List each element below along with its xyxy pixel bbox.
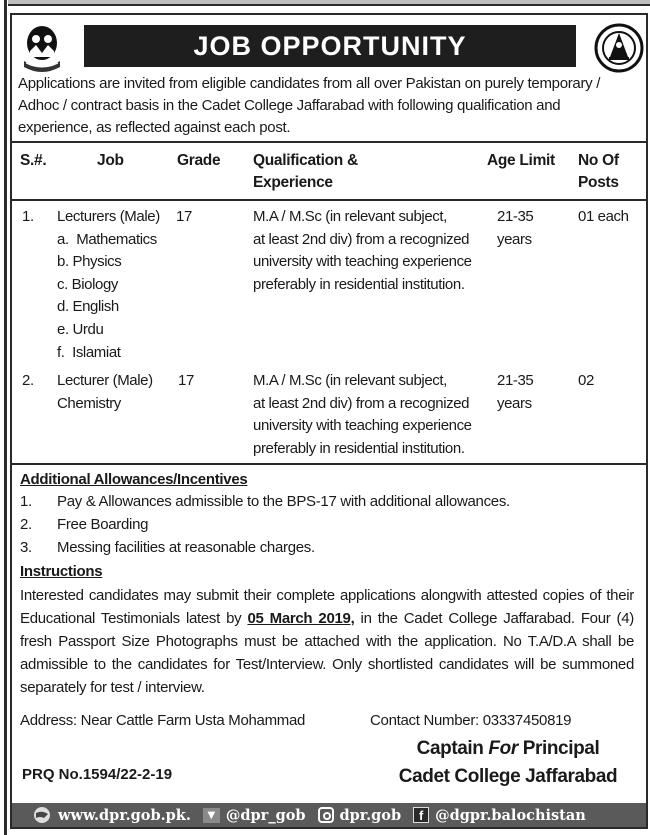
- list-item: 3. Messing facilities at reasonable charges.: [20, 539, 315, 556]
- row-posts: 01 each: [578, 208, 629, 225]
- allowances-list: [20, 490, 510, 559]
- globe-icon: [32, 806, 52, 824]
- prq-number: PRQ No.1594/22-2-19: [22, 766, 173, 783]
- previous-ad-strip: [8, 0, 650, 6]
- allowances-title: Additional Allowances/Incentives: [20, 471, 248, 488]
- header-no-of-posts: No Of Posts: [578, 152, 619, 191]
- row-posts: 02: [578, 372, 594, 389]
- footer-instagram[interactable]: dpr.gob: [318, 807, 402, 824]
- header-grade: Grade: [177, 152, 221, 169]
- header-job: Job: [97, 152, 124, 169]
- header-age-limit: Age Limit: [487, 152, 555, 169]
- row-age-limit: 21-35 years: [497, 208, 534, 248]
- table-top-divider: [10, 141, 648, 143]
- twitter-icon: ▼: [203, 808, 220, 823]
- government-emblem-icon: [20, 23, 64, 75]
- footer-facebook[interactable]: f @dgpr.balochistan: [413, 807, 586, 824]
- instructions-title: Instructions: [20, 563, 103, 580]
- list-item: 1. Pay & Allowances admissible to the BPS-17 with additional allowances.: [20, 493, 510, 510]
- footer-website[interactable]: www.dpr.gob.pk.: [32, 806, 191, 824]
- header-sno: S.#.: [20, 152, 47, 169]
- page-title: JOB OPPORTUNITY: [84, 25, 576, 67]
- row-qualification: M.A / M.Sc (in relevant subject, at least 2nd div) from a recognized university with teaching experience preferably in residential institution.: [253, 208, 472, 293]
- list-item: 2. Free Boarding: [20, 516, 149, 533]
- college-crest-icon: [594, 23, 644, 73]
- table-bottom-divider: [10, 463, 648, 465]
- address: Address: Near Cattle Farm Usta Mohammad: [20, 712, 306, 729]
- instagram-icon: [318, 807, 334, 823]
- intro-paragraph: Applications are invited from eligible candidates from all over Pakistan on purely temporary / Adhoc / contract basis in the Cadet College Jaffarabad with following qualification and experience, as reflected against each post.: [18, 75, 601, 136]
- row-job: Lecturers (Male) a. Mathematics b. Physics c. Biology d. English e. Urdu f. Islamiat: [57, 208, 160, 361]
- instructions-paragraph: Interested candidates may submit their complete applications alongwith attested copies of their Educational Testimonials latest by 05 March 2019, in the Cadet College Jaffarabad. Four (4) fresh Passport Size Photographs must be attached with the application. No T.A/D.A shall be admissible to the candidates for Test/Interview. Only shortlisted candidates will be summoned separately for test / interview.: [20, 587, 634, 696]
- footer-bar: [12, 803, 646, 827]
- row-sno: 2.: [22, 372, 34, 389]
- row-grade: 17: [176, 208, 192, 225]
- contact-number: Contact Number: 03337450819: [370, 712, 572, 729]
- row-age-limit: 21-35 years: [497, 372, 534, 412]
- page-edge-left: [4, 0, 7, 835]
- footer-twitter[interactable]: ▼ @dpr_gob: [203, 807, 306, 824]
- signature-institution: Cadet College Jaffarabad: [398, 766, 618, 787]
- row-grade: 17: [178, 372, 194, 389]
- row-qualification: M.A / M.Sc (in relevant subject, at least 2nd div) from a recognized university with teaching experience preferably in residential institution.: [253, 372, 472, 457]
- table-header-divider: [10, 199, 648, 201]
- signature-title: Captain For Principal: [416, 738, 600, 759]
- ad-header: [10, 13, 648, 73]
- header-qualification: Qualification & Experience: [253, 152, 358, 191]
- row-job: Lecturer (Male) Chemistry: [57, 372, 153, 412]
- deadline-date: 05 March 2019,: [247, 610, 355, 627]
- facebook-icon: f: [413, 807, 429, 823]
- row-sno: 1.: [22, 208, 34, 225]
